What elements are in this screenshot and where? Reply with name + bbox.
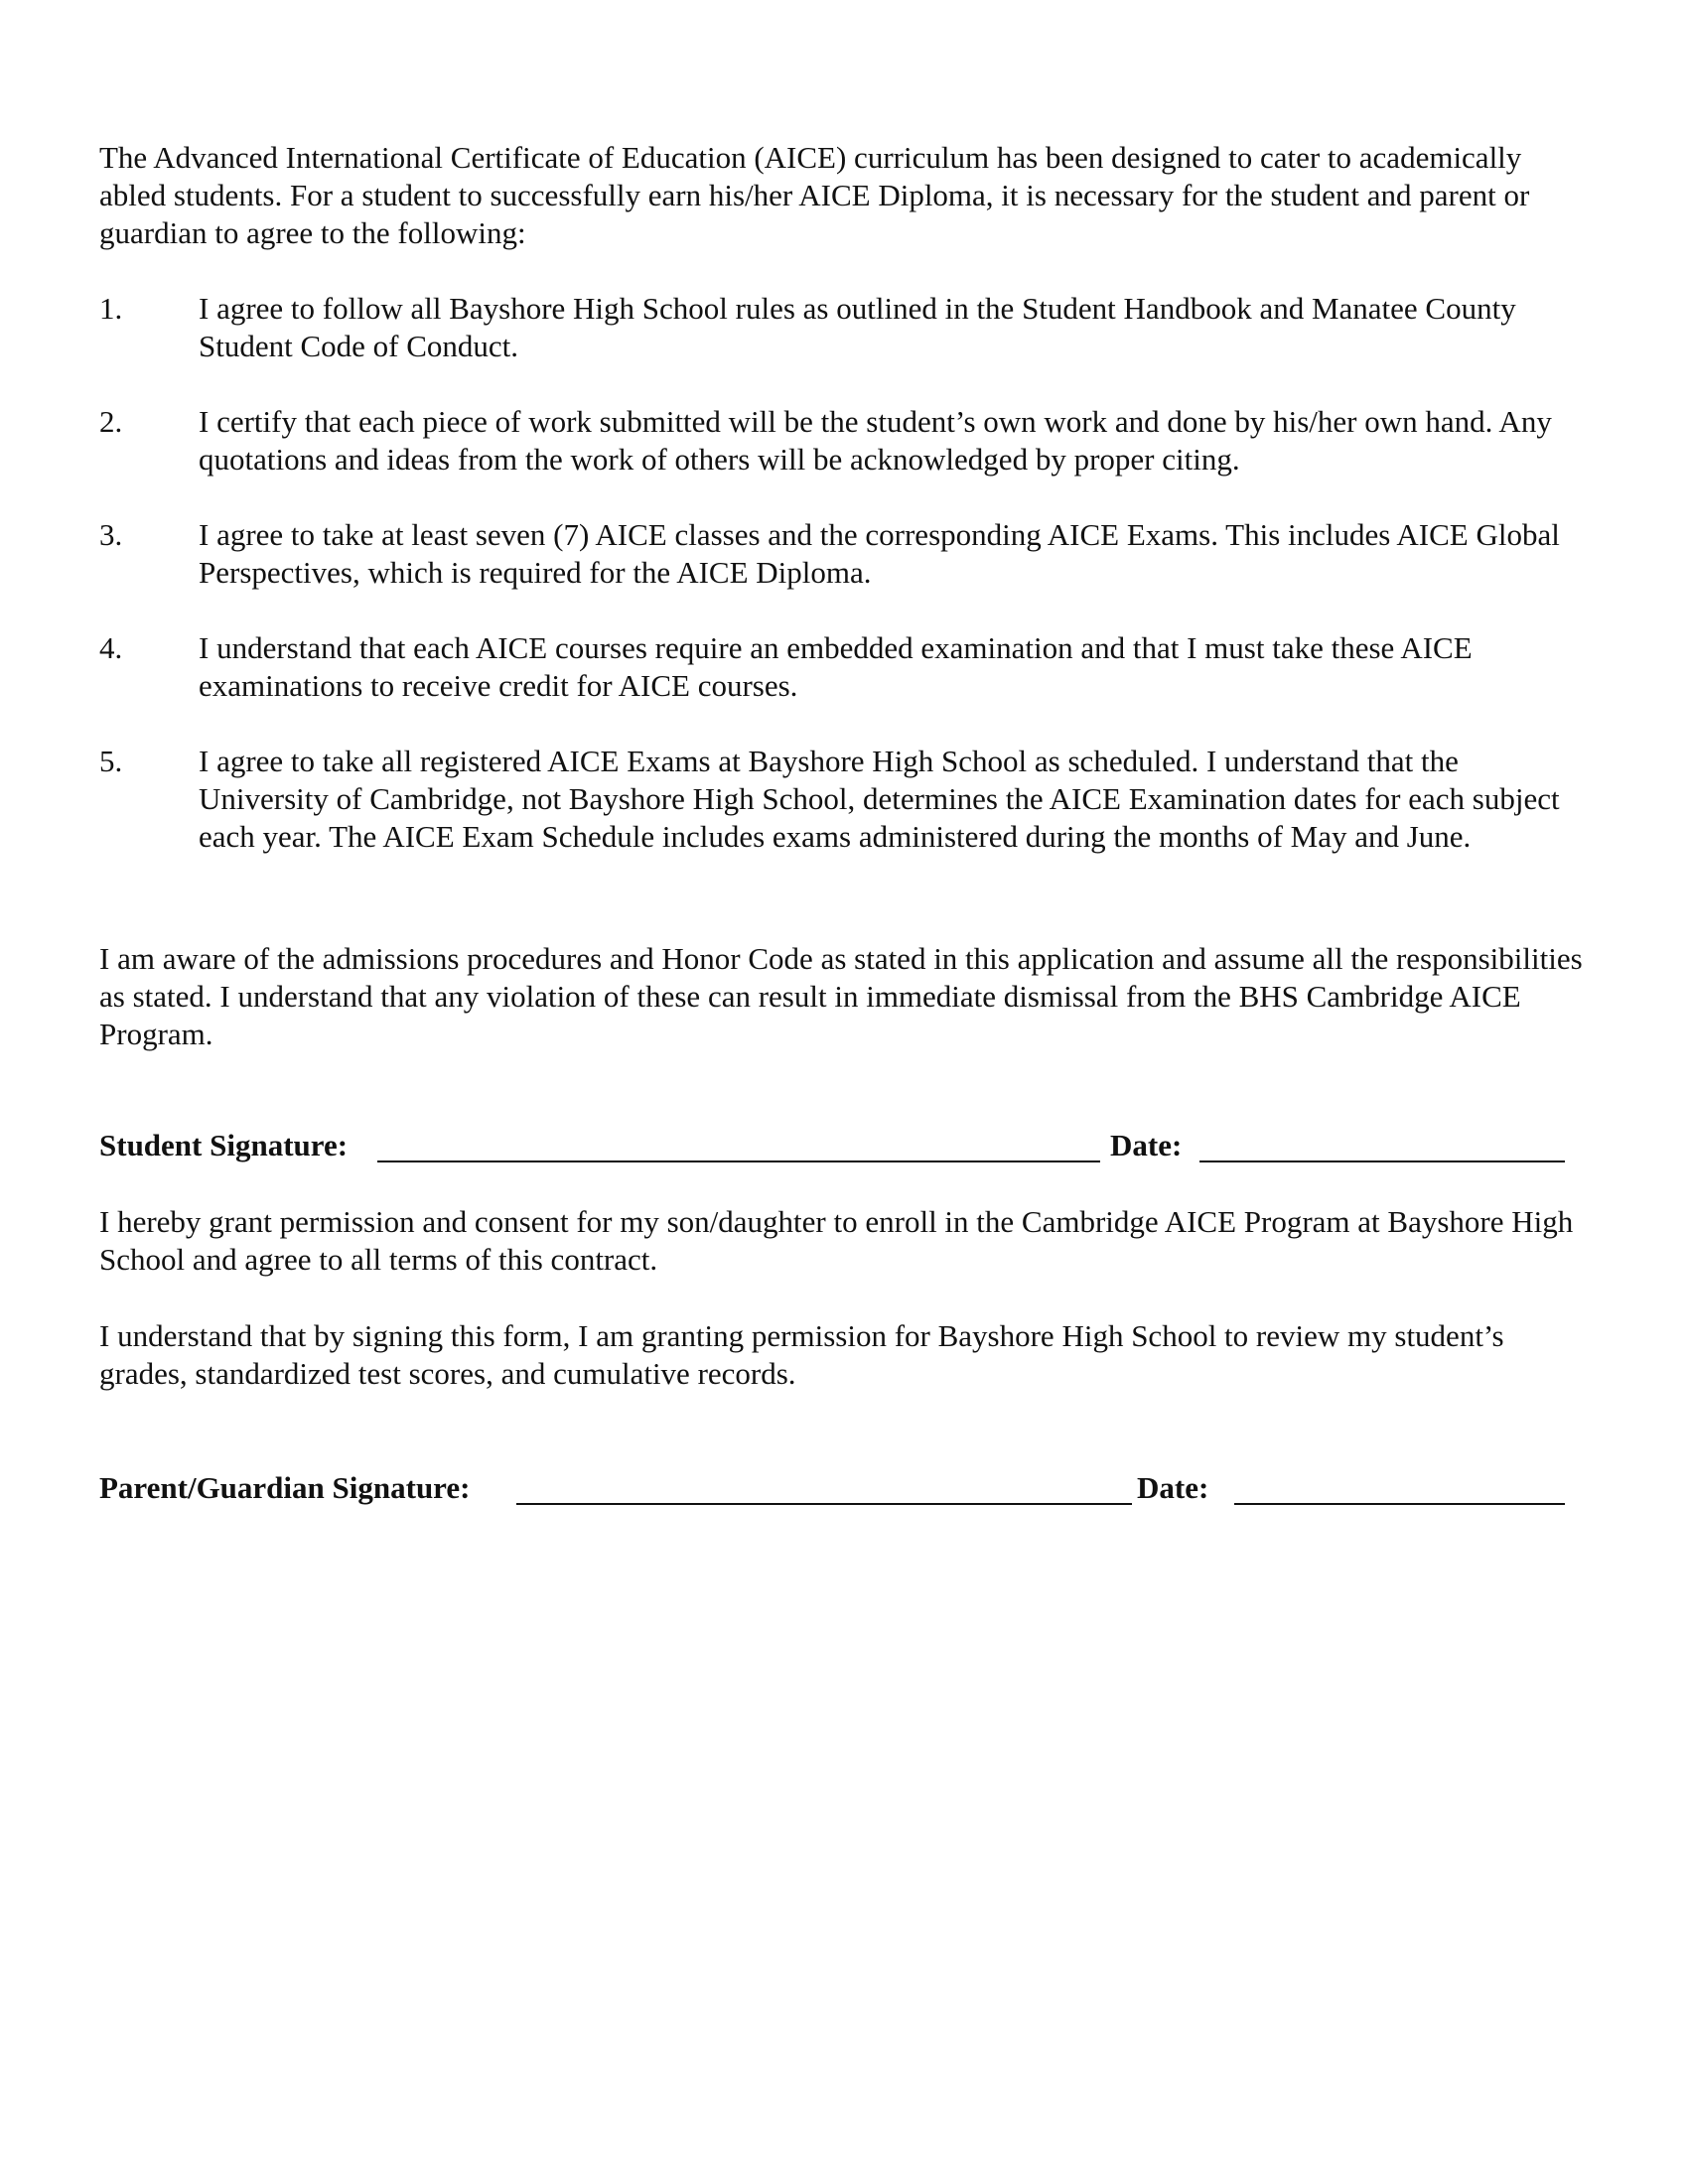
agreement-item-number: 1. bbox=[99, 291, 123, 326]
intro-paragraph: The Advanced International Certificate of Education (AICE) curriculum has been designed to cater to academically abled students. For a student to successfully earn his/her AICE Diploma, it is necessary for the student and parent or guardian to agree to the following: bbox=[99, 140, 1530, 250]
student-signature-label: Student Signature: bbox=[99, 1128, 349, 1162]
agreement-item-number: 2. bbox=[99, 404, 123, 439]
parent-signature-label: Parent/Guardian Signature: bbox=[99, 1470, 471, 1505]
student-date-label: Date: bbox=[1110, 1128, 1183, 1162]
agreement-item-text: I understand that each AICE courses require an embedded examination and that I must take these AICE examinations to receive credit for AICE courses. bbox=[199, 630, 1473, 703]
agreement-item-text: I agree to take all registered AICE Exams at Bayshore High School as scheduled. I understand that the University of Cambridge, not Bayshore High School, determines the AICE Examination dates for each subject each year. The AICE Exam Schedule includes exams administered during the months of May and June. bbox=[199, 744, 1560, 854]
student-signature-row bbox=[99, 1127, 1569, 1166]
agreement-item-text: I agree to take at least seven (7) AICE classes and the corresponding AICE Exams. This includes AICE Global Perspectives, which is required for the AICE Diploma. bbox=[199, 517, 1560, 590]
parent-date-label: Date: bbox=[1137, 1470, 1209, 1505]
student-signature-line[interactable] bbox=[377, 1160, 1100, 1162]
agreement-item-number: 3. bbox=[99, 517, 123, 552]
agreement-item-number: 5. bbox=[99, 744, 123, 778]
parent-signature-line[interactable] bbox=[516, 1503, 1132, 1505]
agreement-item-number: 4. bbox=[99, 630, 123, 665]
agreement-item-2 bbox=[99, 403, 1589, 478]
parent-signature-row bbox=[99, 1469, 1569, 1509]
agreement-item-3 bbox=[99, 516, 1589, 592]
agreement-item-text: I certify that each piece of work submitted will be the student’s own work and done by his/her own hand. Any quotations and ideas from the work of others will be acknowledged by proper citing. bbox=[199, 404, 1552, 477]
agreement-list bbox=[99, 290, 1589, 893]
agreement-item-5 bbox=[99, 743, 1589, 856]
records-permission-paragraph: I understand that by signing this form, I am granting permission for Bayshore High School to review my student’s grades, standardized test scores, and cumulative records. bbox=[99, 1318, 1504, 1391]
agreement-item-4 bbox=[99, 629, 1589, 705]
honor-code-paragraph: I am aware of the admissions procedures and Honor Code as stated in this application and assume all the responsibilities as stated. I understand that any violation of these can result in immediate dismissal from the BHS Cambridge AICE Program. bbox=[99, 941, 1583, 1051]
consent-paragraph: I hereby grant permission and consent for my son/daughter to enroll in the Cambridge AICE Program at Bayshore High School and agree to all terms of this contract. bbox=[99, 1204, 1574, 1277]
student-date-line[interactable] bbox=[1199, 1160, 1565, 1162]
parent-date-line[interactable] bbox=[1234, 1503, 1565, 1505]
agreement-item-1 bbox=[99, 290, 1589, 365]
agreement-item-text: I agree to follow all Bayshore High School rules as outlined in the Student Handbook and Manatee County Student Code of Conduct. bbox=[199, 291, 1516, 363]
